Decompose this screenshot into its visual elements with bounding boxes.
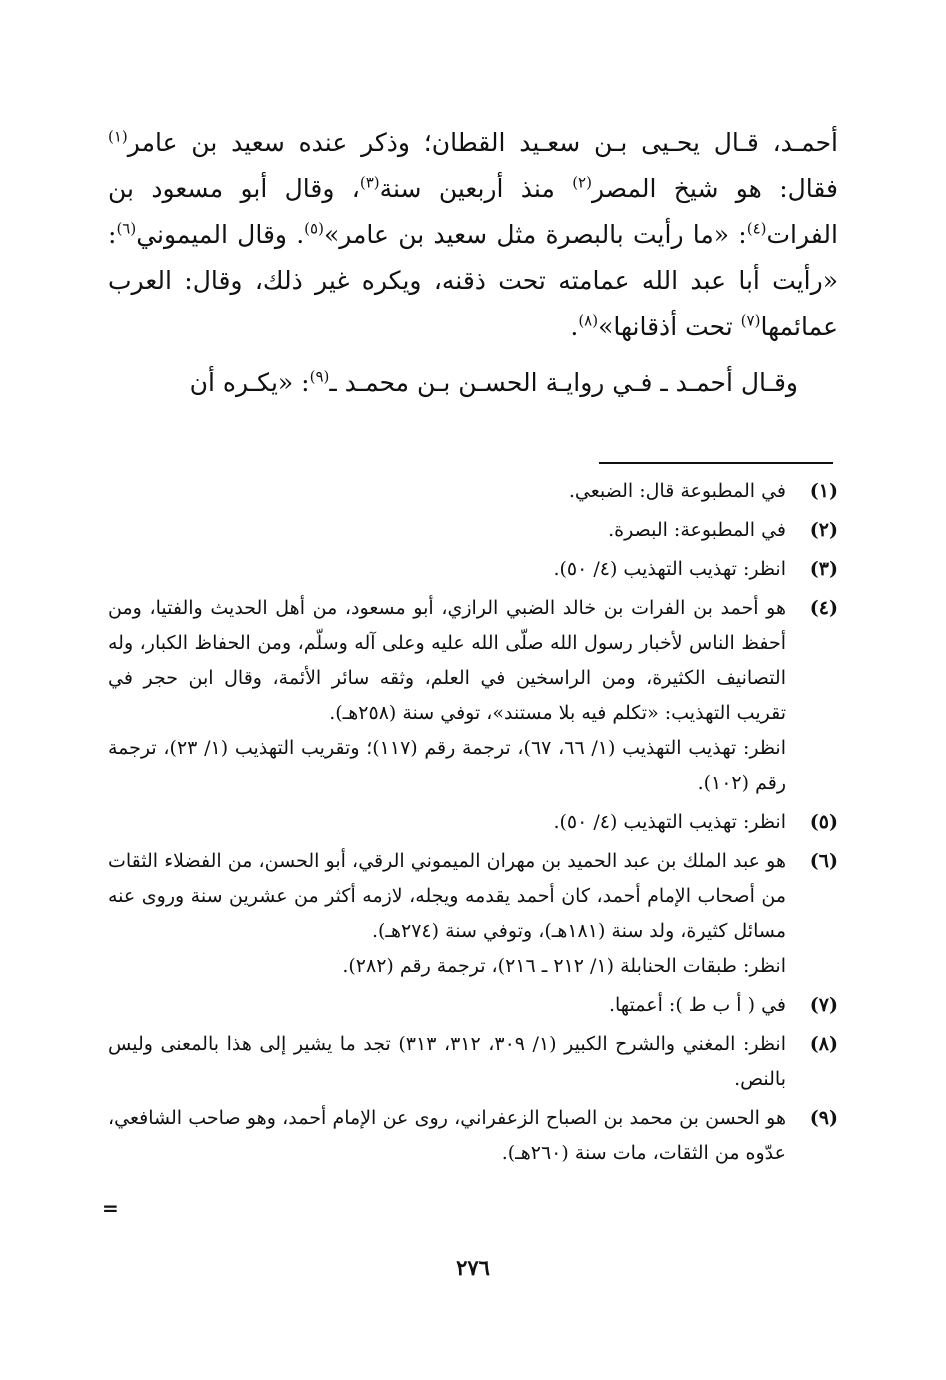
text-run: فقال: هو شيخ المصر (591, 174, 838, 203)
main-paragraph-1 (108, 120, 838, 350)
footnote-body (108, 591, 786, 801)
footnote-ref-3[interactable]: (٣) (359, 173, 380, 192)
footnote-ref-9[interactable]: (٩) (309, 367, 330, 386)
footnote-number: (٢) (809, 519, 838, 541)
footnote-text: انظر: المغني والشرح الكبير (١/ ٣٠٩، ٣١٢، ٣١٣) تجد ما يشير إلى هذا بالمعنى وليس بالنص. (108, 1033, 786, 1090)
footnote-4 (108, 591, 838, 801)
footnote-number: (٧) (809, 994, 838, 1016)
text-run: . (570, 312, 579, 341)
footnote-number: (٨) (809, 1033, 838, 1055)
footnote-1 (108, 474, 838, 509)
footnote-ref-7[interactable]: (٧) (740, 311, 761, 330)
text-run: وقـال أحمـد ـ فـي روايـة الحسـن بـن محمـد ـ (329, 368, 798, 397)
footnote-number: (٤) (809, 597, 838, 619)
footnote-number: (١) (809, 480, 838, 502)
continuation-mark: = (102, 1196, 119, 1220)
footnote-ref-5[interactable]: (٥) (304, 219, 324, 238)
footnote-3 (108, 552, 838, 587)
footnote-separator (599, 462, 833, 464)
footnote-body (108, 805, 786, 840)
footnote-ref-2[interactable]: (٢) (572, 173, 592, 192)
text-run: : «يكـره أن (189, 368, 310, 397)
footnote-text: انظر: طبقات الحنابلة (١/ ٢١٢ ـ ٢١٦)، ترجمة رقم (٢٨٢). (342, 955, 786, 977)
main-text (108, 120, 838, 416)
main-paragraph-2 (108, 360, 838, 406)
footnote-text: في ( أ ب ط ): أعمتها. (608, 994, 786, 1016)
footnote-number: (٣) (809, 558, 838, 580)
text-run: . وقال الميموني (136, 220, 305, 249)
footnote-ref-8[interactable]: (٨) (578, 311, 599, 330)
footnote-text: هو الحسن بن محمد بن الصباح الزعفراني، روى عن الإمام أحمد، وهو صاحب الشافعي، عدّوه من الثقات، مات سنة (٢٦٠هـ). (108, 1107, 786, 1164)
footnote-text: انظر: تهذيب التهذيب (٤/ ٥٠). (553, 558, 786, 580)
footnote-body (108, 474, 786, 509)
footnote-5 (108, 805, 838, 840)
footnote-6 (108, 844, 838, 984)
footnote-ref-4[interactable]: (٤) (746, 219, 767, 238)
footnote-number: (٩) (809, 1107, 838, 1129)
footnote-body (108, 988, 786, 1023)
footnote-body (108, 1027, 786, 1097)
footnote-7 (108, 988, 838, 1023)
footnote-body (108, 513, 786, 548)
footnote-body (108, 552, 786, 587)
text-run: : «ما رأيت بالبصرة مثل سعيد بن عامر» (323, 220, 747, 249)
footnote-text: هو أحمد بن الفرات بن خالد الضبي الرازي، أبو مسعود، من أهل الحديث والفتيا، ومن أحفظ الناس لأخبار رسول الله صلّى الله عليه وعلى آله وسلّم، ومن الحفاظ الكبار، وله التصانيف الكثيرة، ومن الراسخين في العلم، وثقه سائر الأئمة، وقال ابن حجر في تقريب التهذيب: «تكلم فيه بلا مستند»، توفي سنة (٢٥٨هـ). (108, 597, 786, 724)
footnote-body (108, 1101, 786, 1171)
page-number: ٢٧٦ (456, 1255, 490, 1280)
footnote-ref-6[interactable]: (٦) (116, 219, 137, 238)
footnote-text: في المطبوعة: البصرة. (608, 519, 786, 541)
text-run: أحمـد، قـال يحـيى بـن سعـيد القطان؛ وذكر عنده سعيد بن عامر (127, 128, 838, 157)
text-run: : «رأيت أبا عبد الله عمامته تحت ذقنه، ويكره غير ذلك، وقال: العرب عمائمها (108, 220, 838, 341)
footnote-8 (108, 1027, 838, 1097)
footnote-body (108, 844, 786, 984)
footnote-2 (108, 513, 838, 548)
footnote-number: (٦) (809, 850, 838, 872)
footnote-number: (٥) (809, 811, 838, 833)
text-run: تحت أذقانها» (598, 312, 741, 341)
text-run: منذ أربعين سنة (379, 174, 573, 203)
footnotes (108, 474, 838, 1175)
footnote-text: انظر: تهذيب التهذيب (١/ ٦٦، ٦٧)، ترجمة رقم (١١٧)؛ وتقريب التهذيب (١/ ٢٣)، ترجمة رقم (١٠٢). (108, 737, 786, 794)
footnote-text: انظر: تهذيب التهذيب (٤/ ٥٠). (553, 811, 786, 833)
footnote-text: في المطبوعة قال: الضبعي. (568, 480, 786, 502)
footnote-text: هو عبد الملك بن عبد الحميد بن مهران الميموني الرقي، أبو الحسن، من الفضلاء الثقات من أصحاب الإمام أحمد، كان أحمد يقدمه ويجله، لازمه أكثر من عشرين سنة وروى عنه مسائل كثيرة، ولد سنة (١٨١هـ)، وتوفي سنة (٢٧٤هـ). (108, 850, 786, 942)
footnote-9 (108, 1101, 838, 1171)
footnote-ref-1[interactable]: (١) (108, 127, 128, 146)
text-run: ، وقال أبو مسعود بن الفرات (108, 174, 838, 249)
